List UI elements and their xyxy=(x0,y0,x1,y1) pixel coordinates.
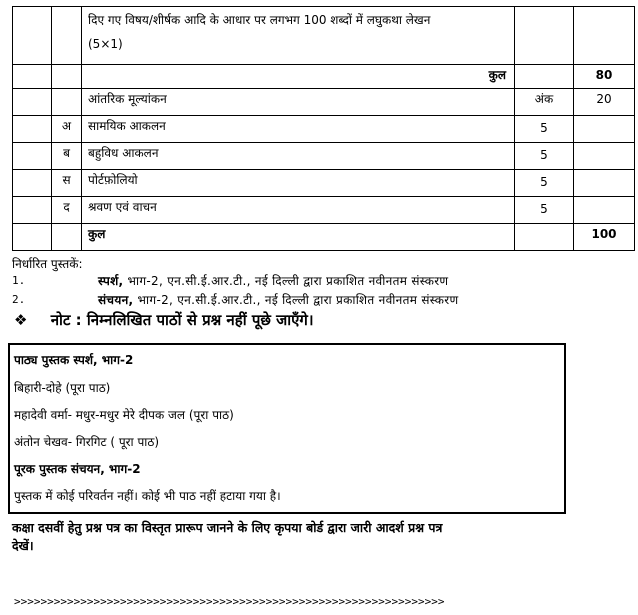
row-label: पोर्टफ़ोलियो xyxy=(82,170,515,197)
excluded-lessons-box xyxy=(8,343,566,514)
table-row xyxy=(13,224,635,251)
row-letter: द xyxy=(52,197,82,224)
row-text: दिए गए विषय/शीर्षक आदि के आधार पर लगभग 100 शब्दों में लघुकथा लेखन xyxy=(88,13,431,27)
note-text: नोट : निम्नलिखित पाठों से प्रश्न नहीं पूछे जाएँगे। xyxy=(50,311,314,329)
diamond-bullet-icon: ❖ xyxy=(14,311,28,329)
box-line: पुस्तक में कोई परिवर्तन नहीं। कोई भी पाठ नहीं हटाया गया है। xyxy=(14,489,281,503)
row-subtext: (5×1) xyxy=(88,37,123,51)
book-number: 2. xyxy=(12,293,26,306)
row-label: बहुविध आकलन xyxy=(82,143,515,170)
prescribed-books-heading: निर्धारित पुस्तकें: xyxy=(12,257,83,271)
book-title: संचयन, xyxy=(98,293,134,307)
grand-total-label: कुल xyxy=(82,224,515,251)
grand-total-marks: 100 xyxy=(574,224,635,251)
unit-label: अंक xyxy=(515,89,574,116)
total-label: कुल xyxy=(82,65,515,89)
table-row xyxy=(13,116,635,143)
internal-marks: 20 xyxy=(574,89,635,116)
marks-table xyxy=(12,6,635,251)
book-item xyxy=(98,291,458,308)
book-details: भाग-2, एन.सी.ई.आर.टी., नई दिल्ली द्वारा प्रकाशित नवीनतम संस्करण xyxy=(137,293,459,307)
note-line xyxy=(14,310,314,330)
row-label: सामयिक आकलन xyxy=(82,116,515,143)
total-marks: 80 xyxy=(574,65,635,89)
box-heading-textbook: पाठ्य पुस्तक स्पर्श, भाग-2 xyxy=(14,353,134,367)
row-letter: ब xyxy=(52,143,82,170)
row-marks: 5 xyxy=(515,143,574,170)
row-letter: स xyxy=(52,170,82,197)
box-line: अंतोन चेखव- गिरगिट ( पूरा पाठ) xyxy=(14,435,160,449)
internal-assessment-label: आंतरिक मूल्यांकन xyxy=(82,89,515,116)
row-label: श्रवण एवं वाचन xyxy=(82,197,515,224)
table-row xyxy=(13,197,635,224)
box-line: बिहारी-दोहे (पूरा पाठ) xyxy=(14,381,111,395)
book-title: स्पर्श, xyxy=(98,274,124,288)
row-marks: 5 xyxy=(515,197,574,224)
book-details: भाग-2, एन.सी.ई.आर.टी., नई दिल्ली द्वारा प्रकाशित नवीनतम संस्करण xyxy=(127,274,449,288)
table-row xyxy=(13,89,635,116)
box-line: महादेवी वर्मा- मधुर-मधुर मेरे दीपक जल (पूरा पाठ) xyxy=(14,408,234,422)
table-row xyxy=(13,143,635,170)
row-marks: 5 xyxy=(515,116,574,143)
row-marks: 5 xyxy=(515,170,574,197)
table-row xyxy=(13,7,635,65)
book-item xyxy=(98,272,448,289)
arrow-divider: >>>>>>>>>>>>>>>>>>>>>>>>>>>>>>>>>>>>>>>>>>>>>>>>>>>>>>>>>>>>>>>>> xyxy=(14,595,445,608)
footer-note-line1: कक्षा दसवीं हेतु प्रश्न पत्र का विस्तृत प्रारूप जानने के लिए कृपया बोर्ड द्वारा जारी आदर्श प्रश्न पत्र xyxy=(12,520,443,535)
footer-note-line2: देखें। xyxy=(12,538,34,553)
table-row xyxy=(13,170,635,197)
row-letter: अ xyxy=(52,116,82,143)
box-heading-supplementary: पूरक पुस्तक संचयन, भाग-2 xyxy=(14,462,141,476)
table-row xyxy=(13,65,635,89)
book-number: 1. xyxy=(12,274,26,287)
